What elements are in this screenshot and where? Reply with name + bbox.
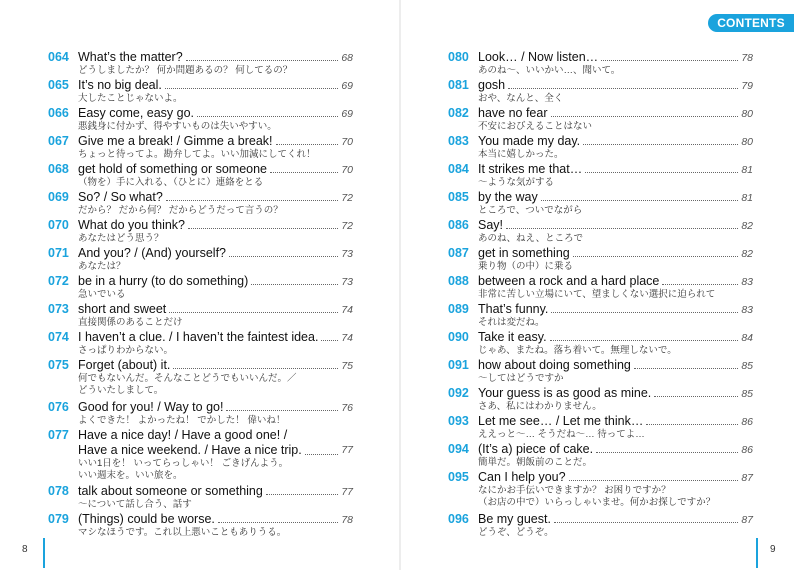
entry-page-ref: 80 — [741, 108, 753, 120]
entry-translation — [78, 527, 286, 539]
entry-page-ref: 84 — [741, 332, 753, 344]
entry-translation-line-1: よくできた！ よかったね！ でかした！ 偉いね！ — [78, 415, 286, 426]
entry-page-ref: 87 — [741, 514, 753, 526]
entry-phrase-line — [478, 442, 753, 458]
entry-translation — [78, 121, 277, 133]
entry-phrase-line — [78, 484, 353, 500]
entry-phrase: Give me a break! / Gimme a break! — [78, 134, 273, 148]
entry-number: 073 — [48, 302, 69, 316]
entry-number: 093 — [448, 414, 469, 428]
entry-phrase-line — [78, 400, 353, 416]
entry-translation-line-1: 本当に嬉しかった。 — [478, 149, 564, 160]
contents-entry[interactable] — [448, 386, 753, 414]
entry-translation-line-1: 悪銭身に付かず、得やすいものは失いやすい。 — [78, 121, 277, 132]
entry-page-ref: 78 — [341, 514, 353, 526]
entry-translation-line-1: マシなほうです。これ以上悪いこともありうる。 — [78, 527, 287, 538]
entry-translation — [478, 457, 592, 469]
entry-phrase-line — [78, 428, 353, 458]
entry-page-ref: 69 — [341, 80, 353, 92]
entry-page-ref: 72 — [341, 192, 353, 204]
entry-phrase: What do you think? — [78, 218, 186, 232]
dot-leader — [173, 368, 338, 369]
entry-phrase-line — [478, 190, 753, 206]
contents-entry[interactable] — [48, 134, 353, 162]
contents-entry[interactable] — [448, 274, 753, 302]
entry-phrase: Easy come, easy go. — [78, 106, 195, 120]
entry-page-ref: 72 — [341, 220, 353, 232]
entry-number: 096 — [448, 512, 469, 526]
entry-translation-line-1: 大したことじゃないよ。 — [78, 93, 183, 104]
entry-phrase-line — [478, 50, 753, 66]
contents-entry[interactable] — [448, 162, 753, 190]
entry-number: 075 — [48, 358, 69, 372]
entry-translation-line-1: （物を）手に入れる、（ひとに）連絡をとる — [78, 177, 264, 188]
entry-phrase-line — [78, 274, 353, 290]
entry-number: 086 — [448, 218, 469, 232]
entry-translation-line-1: ちょっと待ってよ。勘弁してよ。いい加減にしてくれ！ — [78, 149, 316, 160]
entry-phrase-line — [478, 274, 753, 290]
entry-translation-line-1: 〜してはどうですか — [478, 373, 564, 384]
entry-phrase: be in a hurry (to do something) — [78, 274, 249, 288]
left-margin-rule — [43, 538, 45, 568]
dot-leader — [646, 424, 738, 425]
entry-translation-line-1: ところで、ついでながら — [478, 205, 583, 216]
contents-entry[interactable] — [448, 190, 753, 218]
contents-entry[interactable] — [448, 106, 753, 134]
dot-leader — [188, 228, 338, 229]
entry-translation-line-1: さっぱりわからない。 — [78, 345, 174, 356]
entry-phrase-line — [78, 134, 353, 150]
dot-leader — [229, 256, 338, 257]
entry-translation — [78, 261, 126, 273]
entry-page-ref: 70 — [341, 136, 353, 148]
dot-leader — [654, 396, 738, 397]
entry-phrase: You made my day. — [478, 134, 581, 148]
entry-translation-line-1: あなたは？ — [78, 261, 126, 272]
entry-translation — [478, 485, 715, 509]
entry-number: 087 — [448, 246, 469, 260]
entry-translation — [478, 317, 545, 329]
entry-number: 067 — [48, 134, 69, 148]
contents-entry[interactable] — [48, 484, 353, 512]
entry-translation — [78, 345, 173, 357]
entry-phrase: (It’s a) piece of cake. — [478, 442, 594, 456]
dot-leader — [554, 522, 738, 523]
entry-number: 069 — [48, 190, 69, 204]
entry-page-ref: 86 — [741, 444, 753, 456]
entry-translation — [478, 121, 592, 133]
entry-translation — [78, 373, 297, 397]
entry-phrase: Let me see… / Let me think… — [478, 414, 644, 428]
entry-translation-line-1: さあ、私にはわかりません。 — [478, 401, 602, 412]
dot-leader — [305, 454, 339, 455]
dot-leader — [662, 284, 738, 285]
dot-leader — [169, 312, 338, 313]
entry-translation — [78, 177, 263, 189]
entry-translation — [78, 499, 192, 511]
entry-translation-line-1: 急いでいる — [78, 289, 126, 300]
entry-page-ref: 75 — [341, 360, 353, 372]
entry-translation — [478, 149, 564, 161]
dot-leader — [569, 480, 739, 481]
entry-number: 077 — [48, 428, 69, 442]
entry-number: 083 — [448, 134, 469, 148]
dot-leader — [218, 522, 338, 523]
entry-number: 094 — [448, 442, 469, 456]
right-margin-rule — [756, 538, 758, 568]
entry-page-ref: 85 — [741, 360, 753, 372]
entry-phrase-line — [78, 512, 353, 528]
entry-phrase: So? / So what? — [78, 190, 163, 204]
contents-tab[interactable]: CONTENTS — [708, 14, 794, 32]
entry-phrase: Say! — [478, 218, 504, 232]
entry-phrase-line — [78, 330, 353, 346]
dot-leader — [601, 60, 738, 61]
entry-phrase-line — [78, 358, 353, 374]
dot-leader — [226, 410, 338, 411]
entry-page-ref: 81 — [741, 164, 753, 176]
entry-page-ref: 74 — [341, 332, 353, 344]
left-contents-column — [48, 50, 353, 540]
entry-number: 084 — [448, 162, 469, 176]
entry-number: 092 — [448, 386, 469, 400]
entry-translation — [78, 233, 164, 245]
contents-entry[interactable] — [448, 246, 753, 274]
contents-entry[interactable] — [448, 50, 753, 78]
entry-page-ref: 73 — [341, 248, 353, 260]
entry-translation-line-2: いい週末を。いい旅を。 — [78, 470, 183, 481]
entry-translation — [478, 401, 602, 413]
entry-translation-line-1: おや、なんと、全く — [478, 93, 564, 104]
entry-translation-line-1: 〜について話し合う、話す — [78, 499, 192, 510]
entry-phrase: Forget (about) it. — [78, 358, 171, 372]
contents-entry[interactable] — [48, 512, 353, 540]
entry-page-ref: 76 — [341, 402, 353, 414]
entry-number: 085 — [448, 190, 469, 204]
entry-translation — [78, 289, 126, 301]
entry-phrase-line — [478, 134, 753, 150]
entry-phrase-line — [78, 190, 353, 206]
entry-translation-line-1: 簡単だ。朝飯前のことだ。 — [478, 457, 593, 468]
entry-phrase: (Things) could be worse. — [78, 512, 215, 526]
entry-translation-line-1: あのね〜、いいかい…、聞いて。 — [478, 65, 621, 76]
entry-phrase-line — [78, 162, 353, 178]
contents-entry[interactable] — [48, 330, 353, 358]
dot-leader — [551, 312, 738, 313]
entry-page-ref: 83 — [741, 304, 753, 316]
entry-phrase-line — [78, 302, 353, 318]
entry-page-ref: 83 — [741, 276, 753, 288]
entry-translation — [478, 205, 582, 217]
contents-entry[interactable] — [48, 428, 353, 484]
entry-number: 082 — [448, 106, 469, 120]
entry-page-ref: 78 — [741, 52, 753, 64]
entry-phrase: And you? / (And) yourself? — [78, 246, 226, 260]
dot-leader — [550, 340, 739, 341]
entry-translation-line-1: 非常に苦しい立場にいて、望ましくない選択に迫られて — [478, 289, 716, 300]
right-contents-column — [448, 50, 753, 540]
entry-translation — [78, 205, 283, 217]
right-page-number: 9 — [770, 544, 776, 555]
entry-phrase: short and sweet — [78, 302, 167, 316]
entry-number: 066 — [48, 106, 69, 120]
contents-entry[interactable] — [48, 358, 353, 400]
entry-number: 080 — [448, 50, 469, 64]
entry-translation — [478, 65, 620, 77]
entry-page-ref: 73 — [341, 276, 353, 288]
contents-entry[interactable] — [448, 134, 753, 162]
entry-translation-line-1: それは変だね。 — [478, 317, 545, 328]
entry-phrase: by the way — [478, 190, 538, 204]
entry-phrase: Can I help you? — [478, 470, 566, 484]
dot-leader — [585, 172, 738, 173]
entry-page-ref: 74 — [341, 304, 353, 316]
contents-entry[interactable] — [448, 442, 753, 470]
entry-translation-line-1: いい1日を！ いってらっしゃい！ ごきげんよう。 — [78, 458, 289, 469]
contents-entry[interactable] — [48, 50, 353, 78]
contents-entry[interactable] — [48, 190, 353, 218]
entry-phrase: get hold of something or someone — [78, 162, 268, 176]
entry-phrase: gosh — [478, 78, 506, 92]
entry-number: 064 — [48, 50, 69, 64]
entry-page-ref: 77 — [341, 444, 353, 456]
entry-translation-line-1: なにかお手伝いできますか？ お困りですか？ — [478, 485, 671, 496]
entry-translation-line-1: じゃあ、またね。落ち着いて。無理しないで。 — [478, 345, 677, 356]
dot-leader — [251, 284, 338, 285]
contents-entry[interactable] — [48, 162, 353, 190]
entry-translation — [78, 93, 183, 105]
contents-entry[interactable] — [48, 400, 353, 428]
entry-phrase: have no fear — [478, 106, 548, 120]
entry-number: 078 — [48, 484, 69, 498]
entry-phrase-line — [478, 358, 753, 374]
contents-entry[interactable] — [448, 78, 753, 106]
entry-phrase-line — [478, 302, 753, 318]
entry-phrase: I haven’t a clue. / I haven’t the faintest idea. — [78, 330, 319, 344]
entry-translation-line-1: 乗り物（の中）に乗る — [478, 261, 574, 272]
entry-phrase: What’s the matter? — [78, 50, 183, 64]
contents-entry[interactable] — [448, 218, 753, 246]
entry-translation — [478, 233, 583, 245]
contents-entry[interactable] — [48, 78, 353, 106]
entry-translation — [78, 317, 183, 329]
dot-leader — [506, 228, 738, 229]
entry-phrase-line-1: Have a nice day! / Have a good one! / — [78, 428, 288, 442]
entry-translation-line-1: 何でもないんだ。そんなことどうでもいいんだ。／ — [78, 373, 297, 384]
entry-phrase-line — [478, 106, 753, 122]
entry-phrase: Look… / Now listen… — [478, 50, 599, 64]
entry-translation-line-1: ええっと〜… そうだね〜… 待ってよ… — [478, 429, 645, 440]
entry-number: 068 — [48, 162, 69, 176]
entry-phrase: between a rock and a hard place — [478, 274, 660, 288]
entry-phrase: It’s no big deal. — [78, 78, 162, 92]
dot-leader — [583, 144, 738, 145]
entry-translation — [78, 65, 292, 77]
entry-phrase-line — [78, 50, 353, 66]
entry-phrase-line — [78, 106, 353, 122]
entry-phrase-line — [478, 414, 753, 430]
entry-phrase-line — [478, 330, 753, 346]
entry-translation — [478, 289, 715, 301]
entry-translation — [78, 415, 285, 427]
entry-phrase: That’s funny. — [478, 302, 549, 316]
entry-phrase: get in something — [478, 246, 570, 260]
dot-leader — [165, 88, 338, 89]
entry-translation — [78, 149, 316, 161]
entry-translation-line-1: だから？ だから何？ だからどうだって言うの？ — [78, 205, 283, 216]
entry-phrase-line-2: Have a nice weekend. / Have a nice trip. — [78, 443, 302, 457]
entry-phrase-line — [478, 246, 753, 262]
entry-page-ref: 68 — [341, 52, 353, 64]
contents-entry[interactable] — [48, 246, 353, 274]
contents-entry[interactable] — [448, 358, 753, 386]
dot-leader — [573, 256, 739, 257]
entry-phrase-line — [478, 218, 753, 234]
entry-translation-line-1: どうぞ、どうぞ。 — [478, 527, 554, 538]
entry-number: 081 — [448, 78, 469, 92]
contents-entry[interactable] — [48, 302, 353, 330]
entry-translation — [478, 177, 554, 189]
entry-page-ref: 69 — [341, 108, 353, 120]
entry-translation — [78, 458, 288, 482]
contents-entry[interactable] — [48, 274, 353, 302]
entry-number: 095 — [448, 470, 469, 484]
dot-leader — [266, 494, 338, 495]
entry-page-ref: 80 — [741, 136, 753, 148]
entry-number: 065 — [48, 78, 69, 92]
dot-leader — [197, 116, 338, 117]
contents-entry[interactable] — [448, 512, 753, 540]
entry-number: 074 — [48, 330, 69, 344]
contents-entry[interactable] — [48, 218, 353, 246]
entry-number: 088 — [448, 274, 469, 288]
entry-phrase-line — [478, 78, 753, 94]
entry-translation — [478, 527, 554, 539]
entry-page-ref: 70 — [341, 164, 353, 176]
entry-phrase: Take it easy. — [478, 330, 547, 344]
entry-phrase-line — [478, 162, 753, 178]
entry-translation-line-1: 〜ような気がする — [478, 177, 555, 188]
entry-translation-line-2: （お店の中で）いらっしゃいませ。何かお探しですか？ — [478, 497, 716, 508]
entry-phrase — [78, 428, 302, 458]
entry-page-ref: 79 — [741, 80, 753, 92]
entry-number: 091 — [448, 358, 469, 372]
dot-leader — [270, 172, 338, 173]
entry-page-ref: 81 — [741, 192, 753, 204]
dot-leader — [541, 200, 739, 201]
entry-translation-line-1: あなたはどう思う？ — [78, 233, 164, 244]
entry-translation — [478, 429, 645, 441]
entry-number: 072 — [48, 274, 69, 288]
entry-page-ref: 77 — [341, 486, 353, 498]
entry-translation-line-2: どういたしまして。 — [78, 385, 164, 396]
entry-phrase: talk about someone or something — [78, 484, 263, 498]
contents-entry[interactable] — [448, 302, 753, 330]
entry-page-ref: 86 — [741, 416, 753, 428]
entry-phrase-line — [478, 512, 753, 528]
entry-translation-line-1: 不安におびえることはない — [478, 121, 593, 132]
entry-number: 090 — [448, 330, 469, 344]
contents-entry[interactable] — [448, 470, 753, 512]
dot-leader — [186, 60, 339, 61]
dot-leader — [321, 340, 338, 341]
entry-page-ref: 85 — [741, 388, 753, 400]
entry-phrase-line — [78, 246, 353, 262]
entry-page-ref: 82 — [741, 248, 753, 260]
contents-entry[interactable] — [448, 414, 753, 442]
entry-number: 070 — [48, 218, 69, 232]
entry-number: 079 — [48, 512, 69, 526]
dot-leader — [166, 200, 339, 201]
dot-leader — [551, 116, 739, 117]
contents-entry[interactable] — [448, 330, 753, 358]
entry-phrase: how about doing something — [478, 358, 631, 372]
entry-page-ref: 82 — [741, 220, 753, 232]
entry-number: 076 — [48, 400, 69, 414]
dot-leader — [276, 144, 339, 145]
entry-phrase-line — [478, 470, 753, 486]
entry-translation-line-1: 直接関係のあることだけ — [78, 317, 183, 328]
entry-phrase-line — [78, 218, 353, 234]
entry-phrase: Be my guest. — [478, 512, 551, 526]
entry-number: 071 — [48, 246, 69, 260]
entry-translation-line-1: あのね、ねえ、ところで — [478, 233, 583, 244]
dot-leader — [634, 368, 738, 369]
entry-translation-line-1: どうしましたか？ 何か問題あるの？ 何してるの？ — [78, 65, 293, 76]
dot-leader — [596, 452, 738, 453]
entry-phrase: It strikes me that… — [478, 162, 583, 176]
entry-number: 089 — [448, 302, 469, 316]
contents-entry[interactable] — [48, 106, 353, 134]
entry-translation — [478, 373, 564, 385]
entry-translation — [478, 345, 677, 357]
entry-phrase-line — [478, 386, 753, 402]
entry-translation — [478, 261, 573, 273]
entry-phrase: Your guess is as good as mine. — [478, 386, 652, 400]
dot-leader — [508, 88, 738, 89]
entry-phrase: Good for you! / Way to go! — [78, 400, 224, 414]
left-page-number: 8 — [22, 544, 28, 555]
entry-page-ref: 87 — [741, 472, 753, 484]
entry-translation — [478, 93, 563, 105]
page-gutter — [399, 0, 401, 570]
entry-phrase-line — [78, 78, 353, 94]
